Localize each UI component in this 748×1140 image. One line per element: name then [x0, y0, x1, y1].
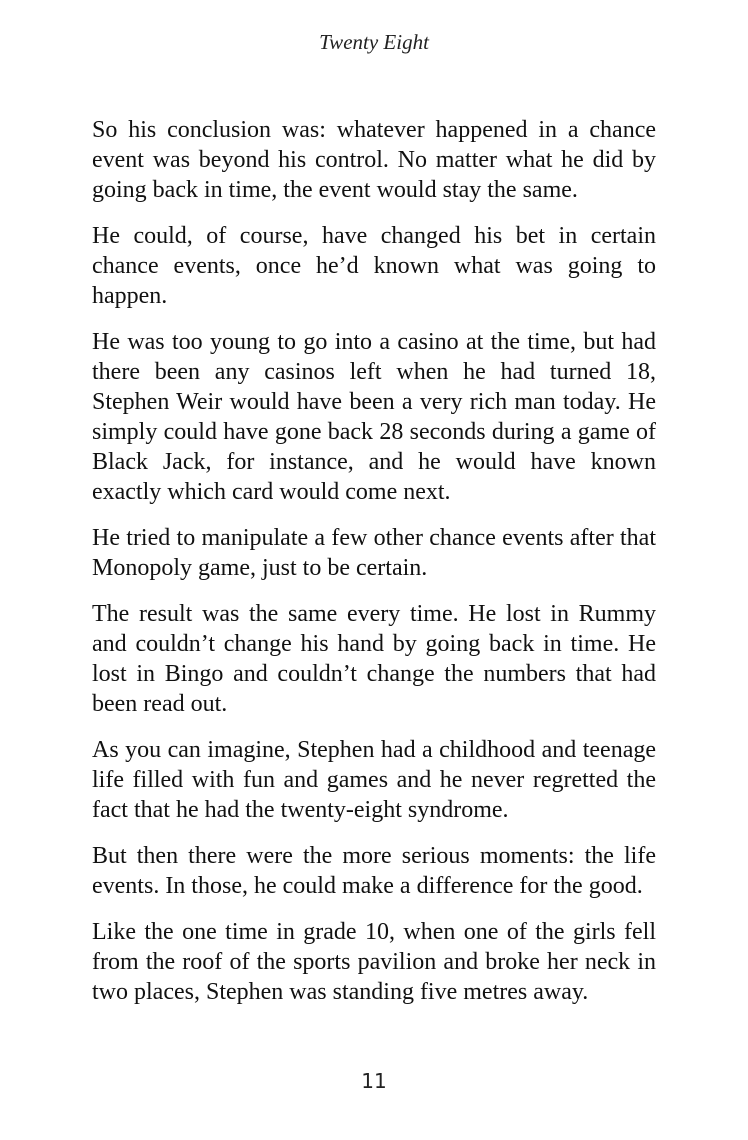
- paragraph: As you can imagine, Stephen had a childhood and teenage life filled with fun and games and he never regretted the fact that he had the twenty-eight syndrome.: [92, 737, 656, 823]
- running-header-title: Twenty Eight: [319, 30, 429, 54]
- paragraph: So his conclusion was: whatever happened in a chance event was beyond his control. No matter what he did by going back in time, the event would stay the same.: [92, 117, 656, 203]
- paragraph: He tried to manipulate a few other chance events after that Monopoly game, just to be certain.: [92, 525, 656, 581]
- paragraph: Like the one time in grade 10, when one of the girls fell from the roof of the sports pavilion and broke her neck in two places, Stephen was standing five metres away.: [92, 919, 656, 1005]
- page-number: 11: [361, 1069, 387, 1093]
- paragraph: He could, of course, have changed his bet in certain chance events, once he’d known what was going to happen.: [92, 223, 656, 309]
- paragraph: But then there were the more serious moments: the life events. In those, he could make a difference for the good.: [92, 843, 656, 899]
- paragraph: The result was the same every time. He lost in Rummy and couldn’t change his hand by going back in time. He lost in Bingo and couldn’t change the numbers that had been read out.: [92, 601, 656, 717]
- body-text: [92, 115, 656, 1023]
- paragraph: He was too young to go into a casino at the time, but had there been any casinos left when he had turned 18, Stephen Weir would have been a very rich man today. He simply could have gone back 28 seconds during a game of Black Jack, for instance, and he would have known exactly which card would come next.: [92, 329, 656, 505]
